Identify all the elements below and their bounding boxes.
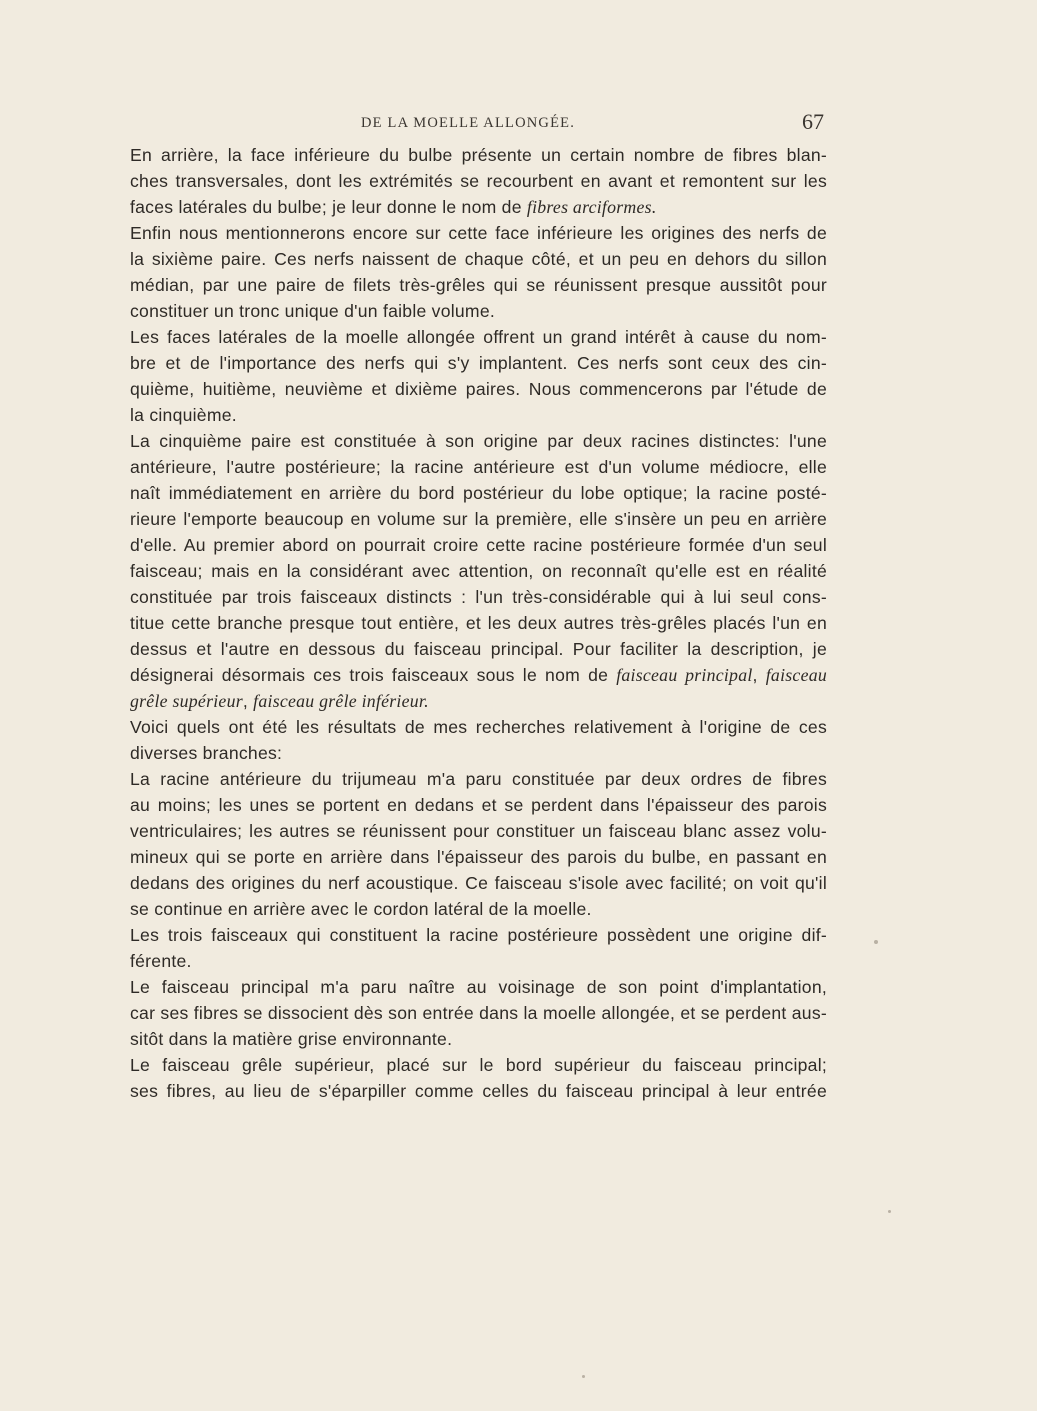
paper-speck bbox=[582, 1375, 585, 1378]
text-line bbox=[109, 662, 827, 688]
paragraph bbox=[109, 766, 827, 922]
text-line-part: désignerai désormais ces trois faisceaux sous le nom de bbox=[130, 665, 617, 685]
text-line: constituée par trois faisceaux distincts : l'un très-considérable qui à lui seul cons- bbox=[130, 587, 827, 607]
text-line: quième, huitième, neuvième et dixième paires. Nous commencerons par l'étude de bbox=[130, 379, 827, 399]
text-line: diverses branches: bbox=[130, 743, 283, 763]
text-line: la cinquième. bbox=[130, 405, 237, 425]
text-line: dedans des origines du nerf acoustique. Ce faisceau s'isole avec facilité; on voit qu'il bbox=[130, 873, 827, 893]
text-line: dessus et l'autre en dessous du faisceau principal. Pour faciliter la description, je bbox=[130, 639, 827, 659]
text-line: La racine antérieure du trijumeau m'a paru constituée par deux ordres de fibres bbox=[130, 769, 827, 789]
text-line: bre et de l'importance des nerfs qui s'y implantent. Ces nerfs sont ceux des cin- bbox=[130, 353, 827, 373]
paragraph bbox=[109, 922, 827, 974]
text-line: Les trois faisceaux qui constituent la racine postérieure possèdent une origine dif- bbox=[130, 925, 827, 945]
italic-term: faisceau principal bbox=[616, 665, 753, 685]
paper-speck bbox=[874, 940, 878, 944]
text-line: ses fibres, au lieu de s'éparpiller comme celles du faisceau principal à leur entrée bbox=[130, 1081, 827, 1101]
text-line: Le faisceau principal m'a paru naître au voisinage de son point d'implantation, bbox=[130, 977, 827, 997]
text-line-part: , bbox=[752, 665, 766, 685]
text-line: constituer un tronc unique d'un faible volume. bbox=[130, 301, 495, 321]
text-line: car ses fibres se dissocient dès son entrée dans la moelle allongée, et se perdent aus- bbox=[130, 1003, 827, 1023]
italic-term: fibres arciformes. bbox=[526, 197, 657, 217]
paragraph bbox=[109, 324, 827, 428]
italic-term: grêle supérieur bbox=[130, 691, 243, 711]
text-line: naît immédiatement en arrière du bord postérieur du lobe optique; la racine posté- bbox=[130, 483, 827, 503]
paragraph bbox=[109, 428, 827, 714]
text-line: mineux qui se porte en arrière dans l'épaisseur des parois du bulbe, en passant en bbox=[130, 847, 827, 867]
text-line: ches transversales, dont les extrémités se recourbent en avant et remontent sur les bbox=[130, 171, 827, 191]
paragraph bbox=[109, 220, 827, 324]
text-line: Enfin nous mentionnerons encore sur cette face inférieure les origines des nerfs de bbox=[130, 223, 827, 243]
text-line: La cinquième paire est constituée à son origine par deux racines distinctes: l'une bbox=[130, 431, 827, 451]
text-line: férente. bbox=[130, 951, 192, 971]
paragraph bbox=[109, 1052, 827, 1104]
text-line: la sixième paire. Ces nerfs naissent de chaque côté, et un peu en dehors du sillon bbox=[130, 249, 827, 269]
paragraph bbox=[109, 974, 827, 1052]
text-line-part: faces latérales du bulbe; je leur donne le nom de bbox=[130, 197, 527, 217]
text-line: titue cette branche presque tout entière, et les deux autres très-grêles placés l'un en bbox=[130, 613, 827, 633]
running-head: DE LA MOELLE ALLONGÉE. bbox=[360, 115, 576, 131]
italic-term: faisceau bbox=[765, 665, 827, 685]
text-line: sitôt dans la matière grise environnante. bbox=[130, 1029, 453, 1049]
paper-speck bbox=[888, 1210, 891, 1213]
paragraph bbox=[109, 142, 827, 220]
text-line: médian, par une paire de filets très-grêles qui se réunissent presque aussitôt pour bbox=[130, 275, 827, 295]
text-line: au moins; les unes se portent en dedans et se perdent dans l'épaisseur des parois bbox=[130, 795, 827, 815]
text-line: d'elle. Au premier abord on pourrait croire cette racine postérieure formée d'un seul bbox=[130, 535, 827, 555]
text-line: Voici quels ont été les résultats de mes recherches relativement à l'origine de ces bbox=[130, 717, 827, 737]
italic-term: faisceau grêle inférieur. bbox=[253, 691, 429, 711]
text-line-part: , bbox=[242, 691, 254, 711]
body-text bbox=[109, 142, 827, 1104]
text-line: rieure l'emporte beaucoup en volume sur la première, elle s'insère un peu en arrière bbox=[130, 509, 827, 529]
page-header bbox=[109, 109, 827, 139]
text-line: ventriculaires; les autres se réunissent pour constituer un faisceau blanc assez volu- bbox=[130, 821, 827, 841]
page-number: 67 bbox=[802, 109, 824, 134]
text-line: En arrière, la face inférieure du bulbe présente un certain nombre de fibres blan- bbox=[130, 145, 827, 165]
paragraph bbox=[109, 714, 827, 766]
text-line bbox=[109, 688, 827, 714]
text-line: Les faces latérales de la moelle allongée offrent un grand intérêt à cause du nom- bbox=[130, 327, 827, 347]
text-line: antérieure, l'autre postérieure; la racine antérieure est d'un volume médiocre, elle bbox=[130, 457, 827, 477]
text-line bbox=[109, 194, 827, 220]
text-line: se continue en arrière avec le cordon latéral de la moelle. bbox=[130, 899, 592, 919]
text-line: Le faisceau grêle supérieur, placé sur le bord supérieur du faisceau principal; bbox=[130, 1055, 827, 1075]
text-line: faisceau; mais en la considérant avec attention, on reconnaît qu'elle est en réalité bbox=[130, 561, 827, 581]
